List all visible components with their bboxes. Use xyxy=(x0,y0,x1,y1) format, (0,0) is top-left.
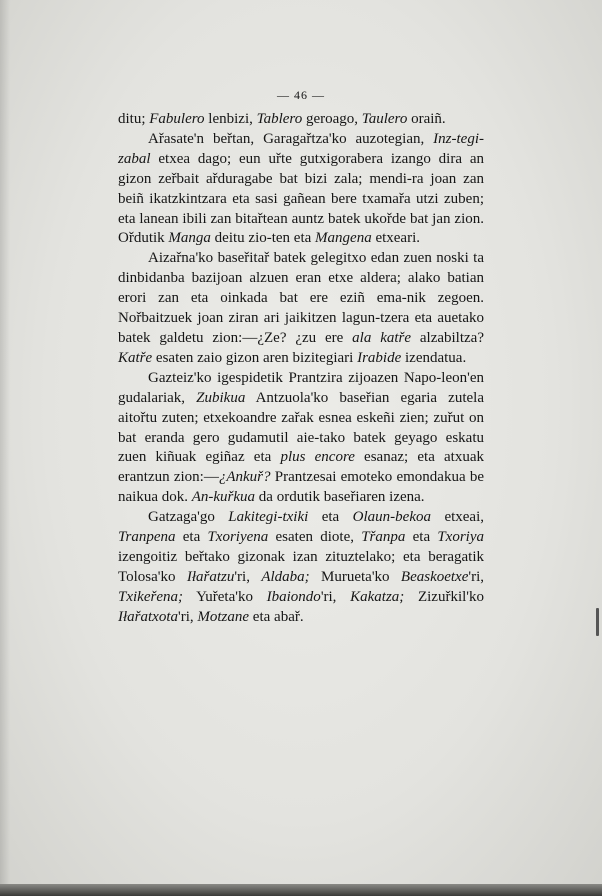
text-run: Antzuola'ko baseřian egaria zutela aitořtu zuten; etxekoandre zařak esnea eskeñi zien; zuřut on bat eranda gero gudamutil aie-tako batek geyago eskatu zuen kiñuak egiñaz eta xyxy=(118,389,484,466)
text-run: geroago, xyxy=(302,111,362,127)
paragraph xyxy=(118,369,484,508)
text-run: izengoitiz beřtako gizonak izan zituztelako; eta beragatik Tolosa'ko xyxy=(118,548,484,585)
italic-term: Třanpa xyxy=(361,529,406,546)
text-run: etxea dago; eun uřte gutxigorabera izango dira an gizon zeřbait ařduragabe bat bizi zala; mendi-ra joan zan beiñ ikatzkintzara eta sasi gañean bere txamařa utzi zuben; eta lanean ibili zan bitařtean auntz batek ukořde bat jan zion. Ořdutik xyxy=(118,150,484,247)
italic-term: Tranpena xyxy=(118,529,176,546)
text-run: lenbizi, xyxy=(204,111,257,127)
italic-term: Txikeřena; xyxy=(118,588,183,605)
text-run: da ordutik baseřiaren izena. xyxy=(255,489,425,506)
text-run: Murueta'ko xyxy=(309,568,401,585)
page-number: — 46 — xyxy=(277,88,325,102)
italic-term: Kakatza; xyxy=(350,588,405,605)
italic-term: ¿Ankuř? xyxy=(218,469,271,486)
italic-term: Irabide xyxy=(357,349,402,366)
text-run: Aizařna'ko baseřitař batek gelegitxo edan zuen noski ta dinbidanba bazijoan alzuen eran etxe aldera; alako batian erori zan eta oinkada bat ere eziñ ema-nik zegoen. Nořbaitzuek joan ziran ari jaikitzen lagun-tzera eta auetako batek galdetu zion:—¿Ze? ¿zu ere xyxy=(118,250,484,346)
italic-term: Ibaiondo xyxy=(266,588,321,605)
italic-term: Olaun-bekoa xyxy=(352,509,431,526)
italic-term: Katře xyxy=(118,349,153,366)
italic-term: plus encore xyxy=(280,449,355,466)
italic-term: Inz-tegi-zabal xyxy=(118,130,484,167)
text-run: alzabiltza? xyxy=(411,329,484,346)
text-run: eta abař. xyxy=(249,608,304,625)
text-run: eta xyxy=(308,509,353,526)
italic-term: Taulero xyxy=(361,111,408,127)
italic-term: ala katře xyxy=(352,329,412,346)
text-run: Prantzesai emoteko emondakua be naikua dok. xyxy=(118,469,484,506)
italic-term: Iłařatzu xyxy=(186,568,235,585)
italic-term: Aldaba; xyxy=(261,568,310,585)
text-run: 'ri, xyxy=(320,588,351,605)
italic-term: Tablero xyxy=(256,111,303,127)
text-run: Gazteiz'ko igespidetik Prantzira zijoazen Napo-leon'en gudalariak, xyxy=(118,369,484,406)
text-run: deitu zio-ten eta xyxy=(210,230,316,247)
paragraph xyxy=(118,249,484,368)
body-text xyxy=(118,110,484,628)
italic-term: Motzane xyxy=(197,608,250,625)
italic-term: Lakitegi-txiki xyxy=(228,509,309,526)
italic-term: Fabulero xyxy=(149,111,205,127)
text-run: eta xyxy=(405,529,438,546)
page-shadow xyxy=(0,0,10,896)
bottom-edge xyxy=(0,884,602,896)
text-run: Yuřeta'ko xyxy=(182,588,267,605)
text-run: 'ri, xyxy=(468,568,484,585)
paragraph xyxy=(118,110,484,130)
text-run: ditu; xyxy=(118,111,150,127)
text-run: izendatua. xyxy=(401,349,467,366)
text-run: Ařasate'n beřtan, Garagařtza'ko auzotegian, xyxy=(148,130,434,147)
text-run: etxeai, xyxy=(430,509,484,526)
text-run: esanaz; eta atxuak erantzun zion:— xyxy=(118,449,485,486)
italic-term: Iłařatxota xyxy=(118,608,178,625)
text-run: 'ri, xyxy=(234,568,262,585)
italic-term: Manga xyxy=(168,230,211,247)
italic-term: Beaskoetxe xyxy=(400,568,469,585)
italic-term: An-kuřkua xyxy=(191,489,256,506)
text-run: 'ri, xyxy=(178,608,198,625)
italic-term: Zubikua xyxy=(196,389,246,406)
text-run: oraiñ. xyxy=(407,111,446,127)
paragraph xyxy=(118,130,484,249)
text-run: Gatzaga'go xyxy=(148,509,229,526)
edge-mark xyxy=(596,608,599,636)
text-run: eta xyxy=(175,529,208,546)
italic-term: Mangena xyxy=(315,230,372,247)
text-run: esaten zaio gizon aren bizitegiari xyxy=(152,349,358,366)
text-run: Zizuřkil'ko xyxy=(404,588,484,605)
italic-term: Txoriya xyxy=(437,529,485,546)
text-run: esaten diote, xyxy=(268,529,362,546)
paragraph xyxy=(118,508,484,627)
text-run: etxeari. xyxy=(371,230,421,247)
italic-term: Txoriyena xyxy=(207,529,269,546)
